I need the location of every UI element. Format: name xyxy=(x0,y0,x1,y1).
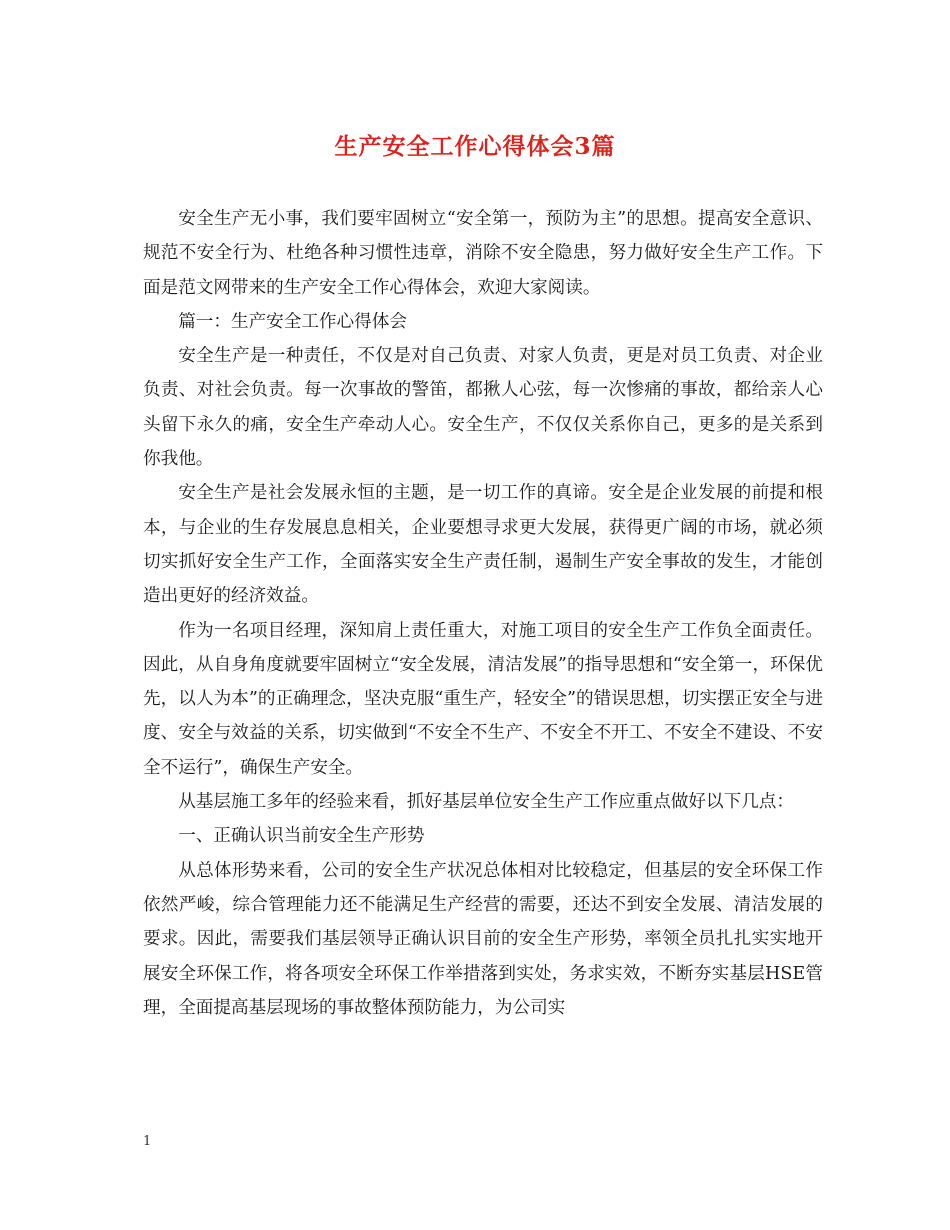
section-heading-part-one: 篇一：生产安全工作心得体会 xyxy=(178,311,407,332)
paragraph-intro: 安全生产无小事，我们要牢固树立“安全第一，预防为主”的思想。提高安全意识、规范不安全行为、杜绝各种习惯性违章，消除不安全隐患，努力做好安全生产工作。下面是范文网带来的生产安全工作心得体会，欢迎大家阅读。 xyxy=(143,209,823,298)
document-body xyxy=(143,202,823,1025)
document-title: 生产安全工作心得体会3篇 xyxy=(334,133,616,160)
subsection-heading: 一、正确认识当前安全生产形势 xyxy=(178,826,425,847)
paragraph: 从基层施工多年的经验来看，抓好基层单位安全生产工作应重点做好以下几点： xyxy=(178,792,794,813)
paragraph: 安全生产是社会发展永恒的主题，是一切工作的真谛。安全是企业发展的前提和根本，与企业的生存发展息息相关，企业要想寻求更大发展，获得更广阔的市场，就必须切实抓好安全生产工作，全面落实安全生产责任制，遏制生产安全事故的发生，才能创造出更好的经济效益。 xyxy=(143,483,823,607)
paragraph: 安全生产是一种责任，不仅是对自己负责、对家人负责，更是对员工负责、对企业负责、对社会负责。每一次事故的警笛，都揪人心弦，每一次惨痛的事故，都给亲人心头留下永久的痛，安全生产牵动人心。安全生产，不仅仅关系你自己，更多的是关系到你我他。 xyxy=(143,346,823,470)
page-number: 1 xyxy=(143,1134,152,1149)
paragraph: 从总体形势来看，公司的安全生产状况总体相对比较稳定，但基层的安全环保工作依然严峻，综合管理能力还不能满足生产经营的需要，还达不到安全发展、清洁发展的要求。因此，需要我们基层领导正确认识目前的安全生产形势，率领全员扎扎实实地开展安全环保工作，将各项安全环保工作举措落到实处，务求实效，不断夯实基层HSE管理，全面提高基层现场的事故整体预防能力，为公司实 xyxy=(143,860,823,1018)
paragraph: 作为一名项目经理，深知肩上责任重大，对施工项目的安全生产工作负全面责任。因此，从自身角度就要牢固树立“安全发展，清洁发展”的指导思想和“安全第一，环保优先，以人为本”的正确理念，坚决克服“重生产，轻安全”的错误思想，切实摆正安全与进度、安全与效益的关系，切实做到“不安全不生产、不安全不开工、不安全不建设、不安全不运行”，确保生产安全。 xyxy=(143,620,823,778)
